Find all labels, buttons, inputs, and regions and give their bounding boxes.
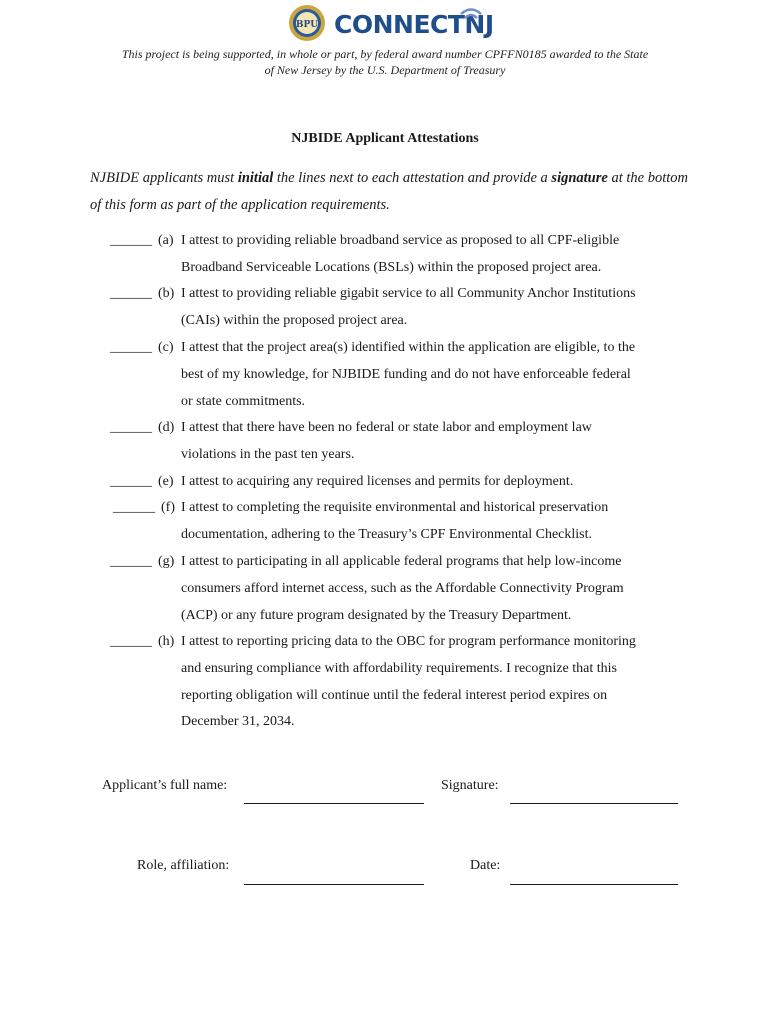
- attestation-line: I attest to acquiring any required licenses and permits for deployment.: [181, 474, 574, 489]
- attestation-line: I attest that the project area(s) identified within the application are eligible, to the: [181, 340, 636, 355]
- attestation-line: I attest that there have been no federal or state labor and employment law: [181, 420, 592, 435]
- attestation-letter: (g): [158, 554, 175, 569]
- attestation-line: and ensuring compliance with affordability requirements. I recognize that this: [181, 660, 617, 676]
- initial-blank-e[interactable]: ______: [110, 474, 152, 489]
- connectnj-logo: [288, 4, 494, 48]
- attestation-line: I attest to participating in all applicable federal programs that help low-income: [181, 554, 622, 569]
- attestation-letter: (c): [158, 340, 174, 355]
- attestation-letter: (b): [158, 286, 175, 301]
- attestation-text: [181, 549, 691, 629]
- attestation-line: Broadband Serviceable Locations (BSLs) within the proposed project area.: [181, 259, 602, 275]
- intro-bold-initial: initial: [237, 170, 274, 186]
- attestation-line: I attest to reporting pricing data to the OBC for program performance monitoring: [181, 634, 636, 649]
- attestation-letter: (f): [161, 500, 175, 515]
- attestation-line: I attest to providing reliable broadband service as proposed to all CPF-eligible: [181, 233, 620, 248]
- attestation-line: I attest to completing the requisite environmental and historical preservation: [181, 500, 609, 515]
- attestation-text: [181, 415, 691, 469]
- initial-blank-a[interactable]: ______: [110, 233, 152, 248]
- full-name-label: Applicant’s full name:: [102, 778, 228, 793]
- attestation-line: reporting obligation will continue until the federal interest period expires on: [181, 687, 608, 703]
- attestation-line: or state commitments.: [181, 393, 306, 409]
- intro-text-3: at the bottom of this form as part of the application requirements.: [90, 170, 688, 213]
- funding-notice-line-2: of New Jersey by the U.S. Department of Treasury: [264, 63, 506, 77]
- funding-notice-line-1: This project is being supported, in whole or part, by federal award number CPFFN0185 awarded to the State: [121, 47, 649, 61]
- initial-blank-f[interactable]: ______: [113, 500, 155, 515]
- role-affiliation-label: Role, affiliation:: [137, 858, 230, 873]
- wifi-icon: [458, 4, 484, 44]
- attestation-letter: (e): [158, 474, 174, 489]
- role-affiliation-field[interactable]: [244, 884, 424, 885]
- attestation-text: [181, 335, 691, 415]
- attestation-letter: (a): [158, 233, 174, 248]
- seal-text: BPU: [295, 20, 319, 30]
- attestation-text: [181, 228, 691, 282]
- attestation-line: I attest to providing reliable gigabit service to all Community Anchor Institutions: [181, 286, 636, 301]
- intro-text-2: the lines next to each attestation and provide a: [273, 170, 552, 186]
- initial-blank-g[interactable]: ______: [110, 554, 152, 569]
- full-name-field[interactable]: [244, 803, 424, 804]
- attestation-line: violations in the past ten years.: [181, 446, 355, 462]
- attestation-text: [181, 469, 691, 496]
- initial-blank-h[interactable]: ______: [110, 634, 152, 649]
- bpu-seal-icon: [288, 4, 326, 42]
- attestation-line: best of my knowledge, for NJBIDE funding and do not have enforceable federal: [181, 366, 631, 382]
- intro-text-1: NJBIDE applicants must: [90, 170, 238, 186]
- attestation-letter: (h): [158, 634, 175, 649]
- initial-blank-d[interactable]: ______: [110, 420, 152, 435]
- attestation-text: [181, 281, 691, 335]
- attestation-text: [181, 629, 691, 736]
- funding-notice: [70, 46, 700, 78]
- page-title: NJBIDE Applicant Attestations: [291, 131, 479, 146]
- signature-field[interactable]: [510, 803, 678, 804]
- attestation-line: (CAIs) within the proposed project area.: [181, 312, 408, 328]
- attestation-line: documentation, adhering to the Treasury’s CPF Environmental Checklist.: [181, 526, 593, 542]
- signature-label: Signature:: [441, 778, 499, 793]
- instructions: [90, 165, 690, 219]
- date-label: Date:: [470, 858, 501, 873]
- attestation-line: consumers afford internet access, such as the Affordable Connectivity Program: [181, 580, 624, 596]
- date-field[interactable]: [510, 884, 678, 885]
- initial-blank-b[interactable]: ______: [110, 286, 152, 301]
- attestation-letter: (d): [158, 420, 175, 435]
- attestation-line: (ACP) or any future program designated by the Treasury Department.: [181, 607, 572, 623]
- intro-bold-signature: signature: [551, 170, 608, 186]
- attestation-line: December 31, 2034.: [181, 714, 295, 730]
- initial-blank-c[interactable]: ______: [110, 340, 152, 355]
- logo-text: CONNECTNJ: [334, 10, 494, 39]
- attestation-text: [181, 495, 691, 549]
